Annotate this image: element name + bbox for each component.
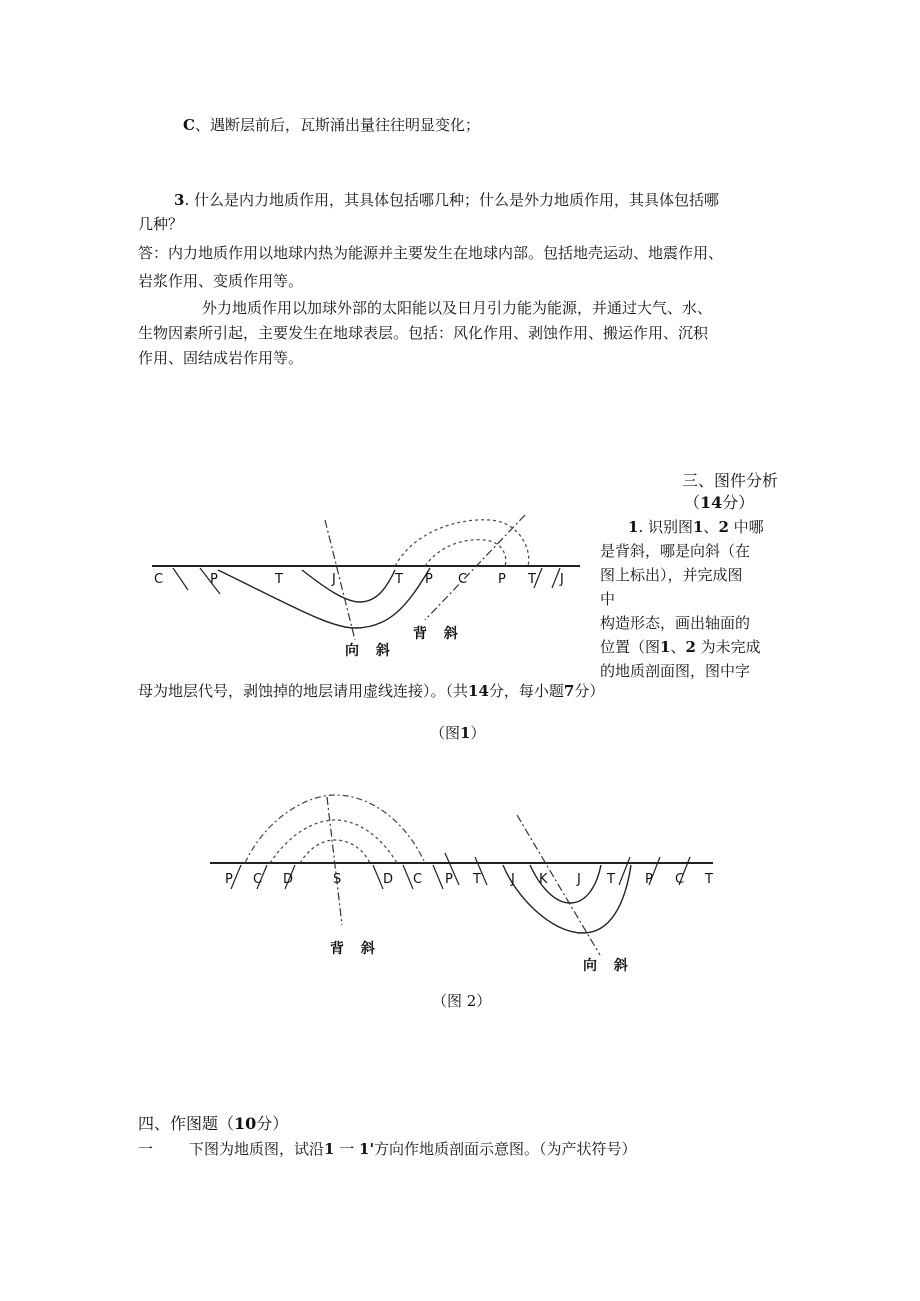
question-dash: 一 [138, 1140, 154, 1158]
stratum-label: J [332, 572, 336, 587]
answer-3-line4: 生物因素所引起，主要发生在地球表层。包括：风化作用、剥蚀作用、搬运作用、沉积 [138, 324, 709, 342]
stratum-label: T [705, 872, 713, 887]
q1-text: 分，每小题 [488, 682, 564, 700]
q1-line5: 构造形态，画出轴面的 [600, 614, 751, 632]
stratum-label: P [210, 572, 218, 587]
anticline-eroded-outer [245, 795, 425, 863]
q1-text-b: 中哪 [728, 518, 764, 536]
q1-text-a: . 识别图 [638, 518, 693, 536]
stratum-label: D [283, 872, 294, 887]
figure-2-caption: （图 2） [432, 992, 492, 1010]
stratum-label: P [445, 872, 453, 887]
bed-tick [373, 865, 383, 889]
stratum-label: T [473, 872, 481, 887]
q1-text: 母为地层代号，剥蚀掉的地层请用虚线连接）。（共 [138, 682, 469, 700]
stratum-label: T [395, 572, 403, 587]
anticline-eroded-outer [395, 520, 529, 566]
stratum-label: T [607, 872, 615, 887]
q1-line7: 的地质剖面图，图中字 [600, 662, 751, 680]
section-3-score [684, 492, 754, 514]
section-point: 1' [359, 1140, 375, 1158]
q1-sep: 、 [703, 518, 719, 536]
syncline-inner-bed [302, 570, 395, 602]
figure-2 [205, 785, 720, 980]
stratum-label: T [275, 572, 283, 587]
q1-number: 1 [628, 518, 639, 536]
syncline-label: 向 斜 [583, 958, 634, 974]
caption-close: ） [470, 724, 486, 742]
stratum-label: J [560, 572, 564, 587]
q1-text: 分） [574, 682, 605, 700]
q1-line3: 图上标出），并完成图 [600, 566, 743, 584]
q1-points: 14 [468, 682, 489, 700]
stratum-label: J [577, 872, 581, 887]
bed-tick [433, 865, 443, 889]
score-number: 14 [700, 493, 723, 512]
anticline-label: 背 斜 [330, 941, 381, 957]
stratum-label: T [528, 572, 536, 587]
stratum-label: C [413, 872, 423, 887]
caption-open: （图 [430, 724, 461, 742]
section-4-question [138, 1138, 637, 1160]
question-text: 方向作地质剖面示意图。（为产状符号） [374, 1140, 637, 1158]
stratum-label: C [458, 572, 468, 587]
q1-line6 [600, 636, 761, 658]
section-point: 1 [324, 1140, 335, 1158]
q1-text: 为未完成 [695, 638, 761, 656]
q1-sep: 、 [670, 638, 686, 656]
score-open: （ [684, 493, 701, 512]
stratum-label: P [645, 872, 653, 887]
option-letter: C [183, 116, 195, 134]
q1-fig-num: 1 [692, 518, 704, 536]
figure-1-caption [430, 722, 485, 744]
anticline-eroded-inner [300, 840, 370, 863]
stratum-label: D [383, 872, 394, 887]
bed-tick [403, 865, 413, 889]
stratum-label: C [675, 872, 685, 887]
q1-text: 位置（图 [600, 638, 661, 656]
q1-line2: 是背斜，哪是向斜（在 [600, 542, 751, 560]
bed-tick [173, 568, 188, 590]
question-3-line2: 几种？ [138, 215, 184, 233]
section-3-title: 三、图件分析 [682, 471, 779, 490]
answer-3-line3: 外力地质作用以加球外部的太阳能以及日月引力能为能源，并通过大气、水、 [202, 299, 713, 317]
q1-line1 [628, 516, 764, 538]
figure-1 [140, 510, 590, 670]
bed-tick [552, 568, 560, 588]
section-sep: 一 [334, 1140, 360, 1158]
q1-fig-num: 1 [660, 638, 671, 656]
stratum-label: P [225, 872, 233, 887]
answer-c-line [183, 114, 480, 136]
q1-line4: 中 [600, 590, 616, 608]
section-4-title-text: 四、作图题（ [138, 1114, 235, 1133]
score-close: 分） [722, 493, 755, 512]
stratum-label: J [511, 872, 515, 887]
section-4-score: 10 [234, 1114, 257, 1133]
section-4-title [138, 1113, 288, 1135]
q1-line8 [138, 680, 604, 702]
q1-fig-num: 2 [718, 518, 729, 536]
question-3-line1 [174, 189, 719, 211]
stratum-label: S [333, 872, 342, 887]
caption-number: 1 [460, 724, 471, 742]
stratum-label: C [154, 572, 164, 587]
question-number: 3 [174, 191, 185, 209]
option-text: 、遇断层前后，瓦斯涌出量往往明显变化； [194, 116, 480, 134]
answer-3-line1: 答：内力地质作用以地球内热为能源并主要发生在地球内部。包括地壳运动、地震作用、 [138, 244, 724, 262]
stratum-label: C [253, 872, 263, 887]
q1-points: 7 [563, 682, 575, 700]
anticline-eroded-inner [425, 540, 506, 566]
answer-3-line2: 岩浆作用、变质作用等。 [138, 272, 304, 290]
question-text: 下图为地质图，试沿 [189, 1140, 325, 1158]
question-text: . 什么是内力地质作用，其具体包括哪几种；什么是外力地质作用，其具体包括哪 [184, 191, 719, 209]
anticline-axial-plane [425, 515, 525, 620]
stratum-label: P [425, 572, 433, 587]
anticline-label: 背 斜 [413, 626, 464, 642]
stratum-label: P [498, 572, 506, 587]
section-4-title-close: 分） [256, 1114, 289, 1133]
stratum-label: K [539, 872, 548, 887]
syncline-axial-plane [517, 815, 600, 955]
answer-3-line5: 作用、固结成岩作用等。 [138, 349, 304, 367]
syncline-label: 向 斜 [345, 643, 396, 659]
anticline-axial-plane [327, 797, 342, 925]
q1-fig-num: 2 [685, 638, 696, 656]
